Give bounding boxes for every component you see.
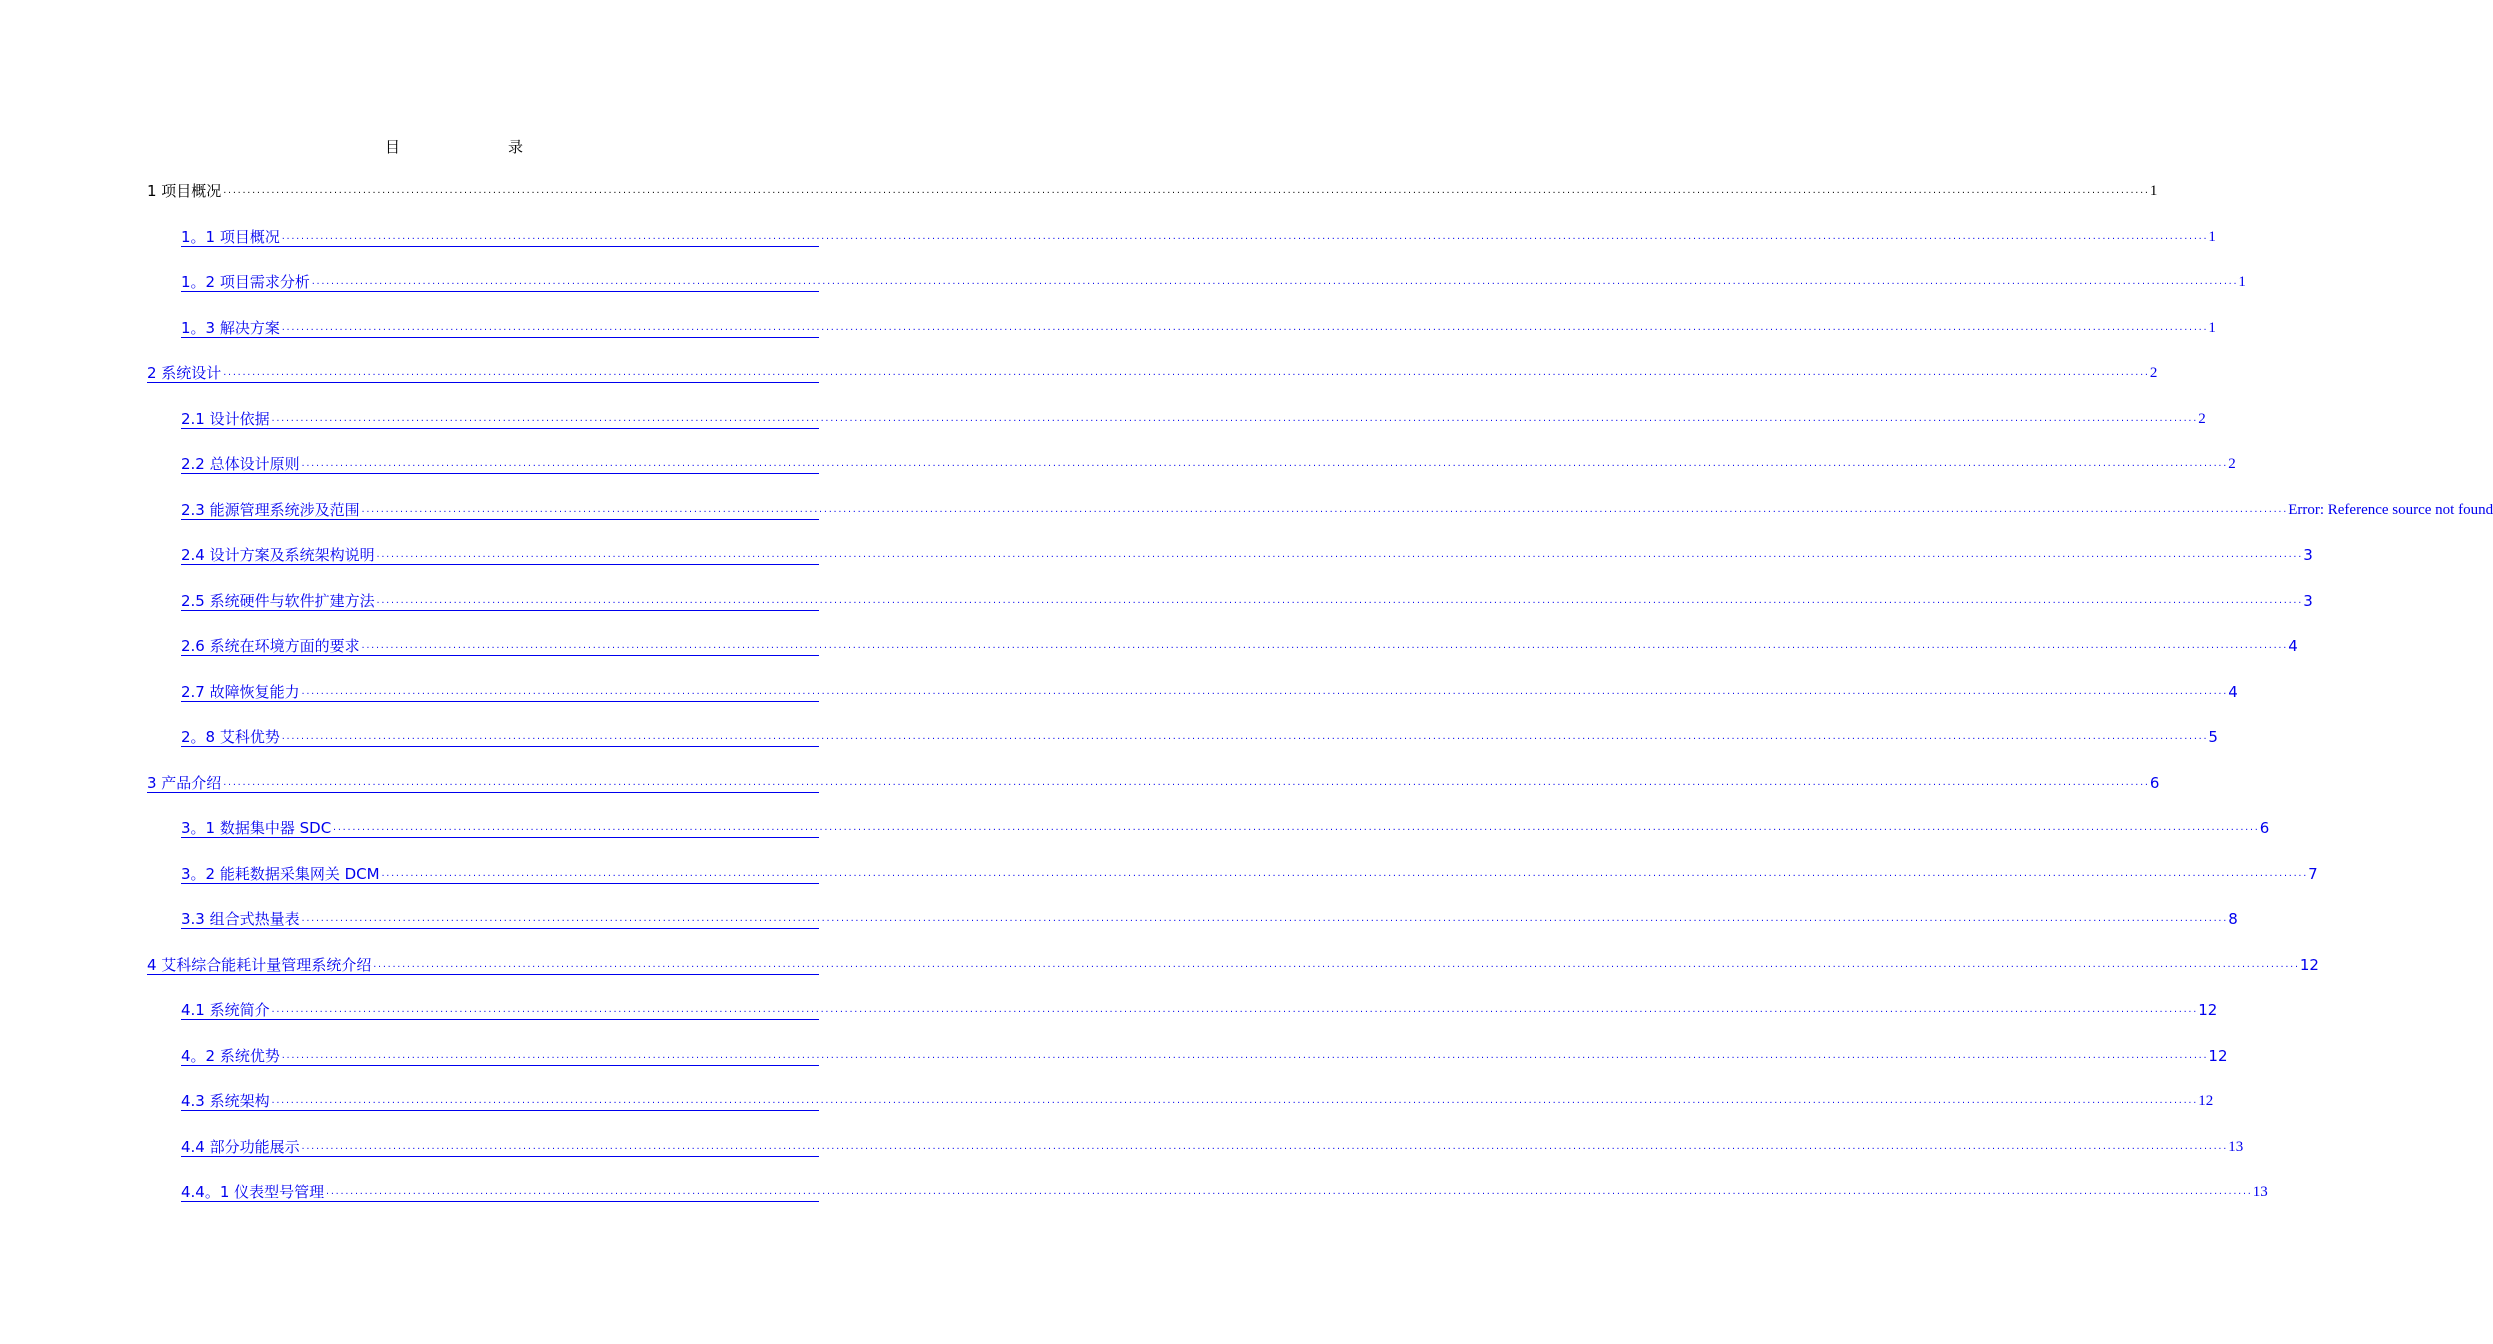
toc-entry[interactable] — [181, 1088, 2214, 1111]
toc-entry-page-number: 2 — [2198, 411, 2206, 427]
toc-entry-page-number: 12 — [2299, 956, 2319, 974]
toc-entry[interactable] — [147, 770, 2160, 793]
toc-entry[interactable] — [181, 1043, 2228, 1066]
toc-entry[interactable] — [181, 497, 2493, 520]
toc-entry[interactable] — [181, 861, 2318, 884]
toc-dot-leader: ................................................................................................................................................................................................................................................................................................................................................................................................................ — [280, 732, 2208, 741]
toc-entry[interactable] — [147, 360, 2158, 383]
toc-entry-page-number: 1 — [2208, 229, 2216, 245]
toc-entry-page-number: 2 — [2149, 365, 2158, 381]
toc-entry-page-number: 7 — [2308, 865, 2318, 883]
toc-entry-label: 2.2 总体设计原则 — [181, 455, 300, 473]
toc-entry-label: 1 项目概况 — [147, 182, 222, 200]
toc-dot-leader: ................................................................................................................................................................................................................................................................................................................................................................................................................ — [375, 596, 2303, 605]
toc-dot-leader: ................................................................................................................................................................................................................................................................................................................................................................................................................ — [222, 368, 2149, 377]
toc-entry-page-number: 1 — [2238, 274, 2246, 290]
toc-dot-leader: ................................................................................................................................................................................................................................................................................................................................................................................................................ — [222, 778, 2149, 787]
toc-entry[interactable] — [181, 588, 2313, 611]
toc-entry-page-number: 13 — [2252, 1184, 2268, 1200]
toc-dot-leader: ................................................................................................................................................................................................................................................................................................................................................................................................................ — [280, 1051, 2208, 1060]
toc-entry[interactable] — [181, 451, 2236, 474]
toc-entry[interactable] — [181, 315, 2216, 338]
toc-dot-leader: ................................................................................................................................................................................................................................................................................................................................................................................................................ — [270, 414, 2198, 423]
toc-entry-page-number: 4 — [2288, 637, 2298, 655]
toc-dot-leader: ................................................................................................................................................................................................................................................................................................................................................................................................................ — [300, 1142, 2228, 1151]
toc-entry-page-number: 2 — [2228, 456, 2236, 472]
toc-dot-leader: ................................................................................................................................................................................................................................................................................................................................................................................................................ — [270, 1005, 2198, 1014]
toc-entry[interactable] — [181, 1179, 2268, 1202]
toc-dot-leader: ................................................................................................................................................................................................................................................................................................................................................................................................................ — [375, 550, 2303, 559]
toc-entry[interactable] — [181, 679, 2238, 702]
toc-entry-label: 4.1 系统简介 — [181, 1001, 270, 1019]
toc-entry-page-number: 6 — [2259, 819, 2270, 837]
page-title: 目 录 — [384, 138, 549, 156]
toc-entry-page-number: 1 — [2208, 320, 2216, 336]
toc-dot-leader: ................................................................................................................................................................................................................................................................................................................................................................................................................ — [372, 960, 2299, 969]
toc-entry-label: 4。2 系统优势 — [181, 1047, 280, 1065]
toc-entry-label: 2。8 艾科优势 — [181, 728, 280, 746]
toc-dot-leader: ................................................................................................................................................................................................................................................................................................................................................................................................................ — [325, 1187, 2252, 1196]
toc-dot-leader: ................................................................................................................................................................................................................................................................................................................................................................................................................ — [310, 277, 2238, 286]
toc-entry-page-number: 5 — [2208, 728, 2218, 746]
toc-entry-label: 4.3 系统架构 — [181, 1092, 270, 1110]
toc-entry-label: 2.7 故障恢复能力 — [181, 683, 300, 701]
toc-entry-label: 1。1 项目概况 — [181, 228, 280, 246]
toc-entry-label: 2.5 系统硬件与软件扩建方法 — [181, 592, 375, 610]
toc-entry-page-number: 3 — [2303, 592, 2313, 610]
toc-entry-label: 1。2 项目需求分析 — [181, 273, 310, 291]
toc-entry-label: 2.4 设计方案及系统架构说明 — [181, 546, 375, 564]
toc-dot-leader: ................................................................................................................................................................................................................................................................................................................................................................................................................ — [300, 687, 2228, 696]
toc-entry-label: 3 产品介绍 — [147, 774, 222, 792]
toc-entry[interactable] — [181, 815, 2270, 838]
toc-entry[interactable] — [181, 906, 2238, 929]
toc-entry-label: 2.3 能源管理系统涉及范围 — [181, 501, 360, 519]
toc-dot-leader: ................................................................................................................................................................................................................................................................................................................................................................................................................ — [300, 459, 2228, 468]
toc-entry-label: 4.4 部分功能展示 — [181, 1138, 300, 1156]
toc-entry-label: 2.6 系统在环境方面的要求 — [181, 637, 360, 655]
toc-dot-leader: ................................................................................................................................................................................................................................................................................................................................................................................................................ — [380, 869, 2308, 878]
toc-entry — [147, 178, 2158, 200]
toc-entry-page-number: 6 — [2149, 774, 2160, 792]
toc-dot-leader: ................................................................................................................................................................................................................................................................................................................................................................................................................ — [280, 323, 2208, 332]
toc-entry[interactable] — [181, 542, 2313, 565]
toc-dot-leader: ................................................................................................................................................................................................................................................................................................................................................................................................................ — [300, 914, 2228, 923]
toc-entry[interactable] — [181, 633, 2298, 656]
toc-entry-label: 3.3 组合式热量表 — [181, 910, 300, 928]
toc-entry-label: 2.1 设计依据 — [181, 410, 270, 428]
toc-entry-page-number: 12 — [2208, 1047, 2228, 1065]
toc-entry-page-number: 4 — [2228, 683, 2238, 701]
toc-entry-label: 3。2 能耗数据采集网关 DCM — [181, 865, 380, 883]
toc-entry[interactable] — [181, 1134, 2244, 1157]
toc-entry-page-number: Error: Reference source not found — [2288, 502, 2493, 518]
toc-dot-leader: ................................................................................................................................................................................................................................................................................................................................................................................................................ — [280, 232, 2208, 241]
toc-dot-leader: ................................................................................................................................................................................................................................................................................................................................................................................................................ — [270, 1096, 2198, 1105]
toc-entry[interactable] — [181, 269, 2246, 292]
toc-entry-label: 1。3 解决方案 — [181, 319, 280, 337]
toc-entry[interactable] — [181, 406, 2206, 429]
toc-dot-leader: ................................................................................................................................................................................................................................................................................................................................................................................................................ — [360, 505, 2288, 514]
toc-entry-label: 3。1 数据集中器 SDC — [181, 819, 332, 837]
toc-entry[interactable] — [181, 224, 2216, 247]
toc-entry-label: 4 艾科综合能耗计量管理系统介绍 — [147, 956, 372, 974]
toc-entry[interactable] — [181, 997, 2218, 1020]
toc-entry-label: 4.4。1 仪表型号管理 — [181, 1183, 325, 1201]
toc-entry-page-number: 12 — [2198, 1093, 2214, 1109]
toc-entry-page-number: 3 — [2303, 546, 2313, 564]
toc-entry-page-number: 8 — [2228, 910, 2238, 928]
toc-entry-page-number: 13 — [2228, 1139, 2244, 1155]
toc-dot-leader: ................................................................................................................................................................................................................................................................................................................................................................................................................ — [332, 823, 2259, 832]
toc-entry[interactable] — [147, 952, 2319, 975]
toc-entry-page-number: 12 — [2198, 1001, 2218, 1019]
toc-entry[interactable] — [181, 724, 2218, 747]
toc-dot-leader: ................................................................................................................................................................................................................................................................................................................................................................................................................ — [360, 641, 2288, 650]
toc-entry-page-number: 1 — [2149, 183, 2158, 199]
toc-dot-leader: ................................................................................................................................................................................................................................................................................................................................................................................................................ — [222, 186, 2149, 195]
toc-entry-label: 2 系统设计 — [147, 364, 222, 382]
